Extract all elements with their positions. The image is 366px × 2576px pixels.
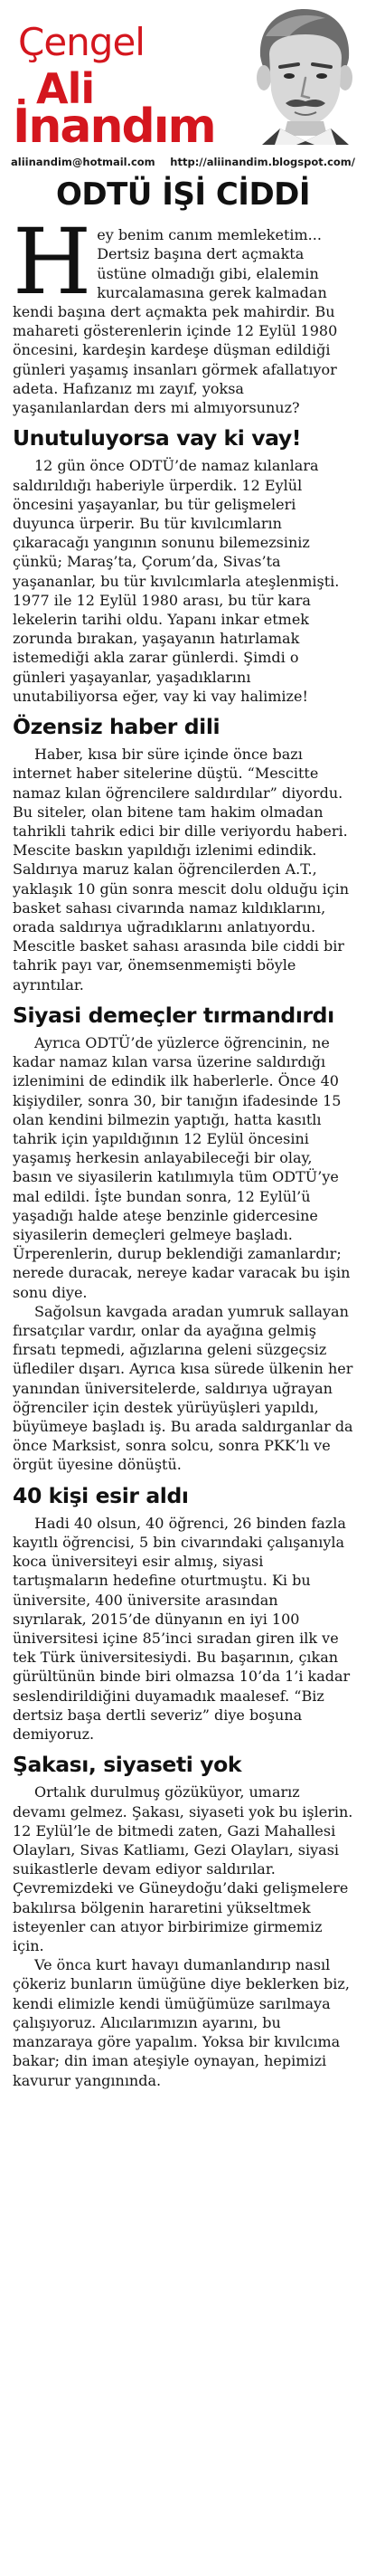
section-body <box>13 456 353 706</box>
paragraph: Ortalık durulmuş gözüküyor, umarız devamı gelmez. Şakası, siyaseti yok bu işlerin. 12 Eylül’le de bitmedi zaten, Gazi Mahallesi Olayları, Sivas Katliamı, Gezi Olayları, siyasi suikastlerle devam ediyor saldırılar. Çevremizdeki ve Güneydoğu’daki gelişmelere bakılırsa bölgenin hararetini yükseltmek isteyenler can atıyor birbirimize girmemiz için. <box>13 1783 353 1955</box>
paragraph: Hadi 40 olsun, 40 öğrenci, 26 binden fazla kayıtlı öğrencisi, 5 bin civarındaki çalışanıyla koca üniversiteyi esir almış, siyasi tartışmaların hedefine oturtmuştu. Ki bu üniversite, 400 üniversite arasından sıyrılarak, 2015’de dünyanın en iyi 100 üniversitesi içine 85’inci sıradan giren ilk ve tek Türk üniversitesiydi. Bu başarının, çıkan gürültünün binde biri olmazsa 10’da 1’i kadar seslendirildiğini duyamadık maalesef. “Biz dertsiz başa dertli severiz” diye boşuna demiyoruz. <box>13 1514 351 1744</box>
paragraph: Ayrıca ODTÜ’de yüzlerce öğrencinin, ne kadar namaz kılan varsa üzerine saldırdığı izlenimini de edindik ilk haberlerle. Önce 40 kişiydiler, sonra 30, bir tanığın ifadesinde 15 olan kendini bilmezin yaptığı, hatta kasıtlı tahrik için yapıldığının 12 Eylül öncesini yaşamış herkesin anlayabileceği bir olay, basın ve siyasilerin katılımıyla tüm ODTÜ’ye mal edildi. İşte bundan sonra, 12 Eylül’ü yaşadığı halde ateşe benzinle gidercesine siyasilerin demeçleri gelmeye başladı. Ürperenlerin, durup beklendiği zamanlardır; nerede duracak, nereye kadar varacak bu işin sonu diye. <box>13 1033 351 1301</box>
article-headline: ODTÜ İŞİ CİDDİ <box>55 176 311 213</box>
section-body <box>13 1782 353 2089</box>
author-first-name: Ali <box>36 64 95 113</box>
article-intro <box>13 209 353 417</box>
author-photo <box>226 0 366 145</box>
section-heading: Siyasi demeçler tırmandırdı <box>13 1002 334 1028</box>
section-body <box>13 1033 353 1475</box>
paragraph: 12 gün önce ODTÜ’de namaz kılanlara saldırıldığı haberiyle ürperdik. 12 Eylül öncesini yaşayanlar, bu tür gelişmeleri duyunca ürperir. Bu tür kıvılcımların çıkaracağı yangının sonunu bilemezsiniz çünkü; Maraş’ta, Çorum’da, Sivas’ta yaşananlar, bu tür kıvılcımlarla ateşlenmişti. 1977 ile 12 Eylül 1980 arası, bu tür kara lekelerin tarihi oldu. Yapanı inkar etmek zorunda bırakan, yaşayanın hatırlamak istemediği akla zarar günlerdi. Şimdi o günleri yaşayanlar, yaşadıklarını unutabiliyorsa eğer, vay ki vay halimize! <box>13 457 340 705</box>
paragraph: Haber, kısa bir süre içinde önce bazı internet haber sitelerine düştü. “Mescitte namaz kılan öğrencilere saldırdılar” diyordu. Bu siteler, olan bitene tam hakim olmadan tahrikli tahrik edici bir dille veriyordu haberi. Mescite baskın yapıldığı izlenimi edindik. Saldırıya maruz kalan öğrencilerden A.T., yaklaşık 10 gün sonra mescit dolu olduğu için basket sahası civarında namaz kıldıklarını, orada saldırıya uğradıklarını anlatıyordu. Mescitle basket sahası arasında bile ciddi bir tahrik payı var, önemsenmemişti böyle ayrıntılar. <box>13 746 350 993</box>
section-heading: Unutuluyorsa vay ki vay! <box>13 425 302 452</box>
intro-text: ey benim canım memleketim... Dertsiz başına dert açmakta üstüne olmadığı gibi, elalemin kurcalamasına gerek kalmadan kendi başına dert açmakta pek mahirdir. Bu mahareti gösterenlerin içinde 12 Eylül 1980 öncesini, kardeşin kardeşe düşman edildiği günleri yaşamış insanları görmek afallatıyor adeta. Hafızanız mı zayıf, yoksa yaşanılanlardan ders mi almıyorsunuz? <box>13 226 338 416</box>
column-header <box>0 0 366 166</box>
column-name: Çengel <box>18 20 145 64</box>
section-heading: 40 kişi esir aldı <box>13 1482 189 1508</box>
author-last-name: İnandım <box>13 100 215 154</box>
paragraph: Sağolsun kavgada aradan yumruk sallayan fırsatçılar vardır, onlar da ayağına gelmiş fırsatı tepmedi, ağızlarına geleni süzgeçsiz üflediler dışarı. Ayrıca kısa sürede ülkenin her yanından üniversitelerde, saldırıya uğrayan öğrenciler için destek yürüyüşleri yapıldı, büyümeye başladı iş. Bu arada saldırganlar da önce Marksist, sonra solcu, sonra PKK’lı ve örgüt üyesine dönüştü. <box>13 1302 353 1474</box>
section-body <box>13 1514 353 1744</box>
article <box>0 177 366 2090</box>
section-heading: Şakası, siyaseti yok <box>13 1752 242 1778</box>
author-email: aliinandim@hotmail.com <box>11 156 155 168</box>
paragraph: Ve önca kurt havayı dumanlandırıp nasıl çökeriz bunların ümüğüne diye beklerken biz, kendi elimizle kendi ümüğümüze sarılmaya çalışıyoruz. Alıcılarımızın ayarını, bu manzaraya göre yapalım. Yoksa bir kıvılcıma bakar; din iman ateşiyle oynayan, hepimizi kavurur yangınında. <box>13 1956 350 2089</box>
author-blog-url: http://aliinandim.blogspot.com/ <box>170 156 355 168</box>
section-heading: Özensiz haber dili <box>13 713 221 739</box>
section-body <box>13 745 353 994</box>
drop-cap: H <box>13 209 92 316</box>
